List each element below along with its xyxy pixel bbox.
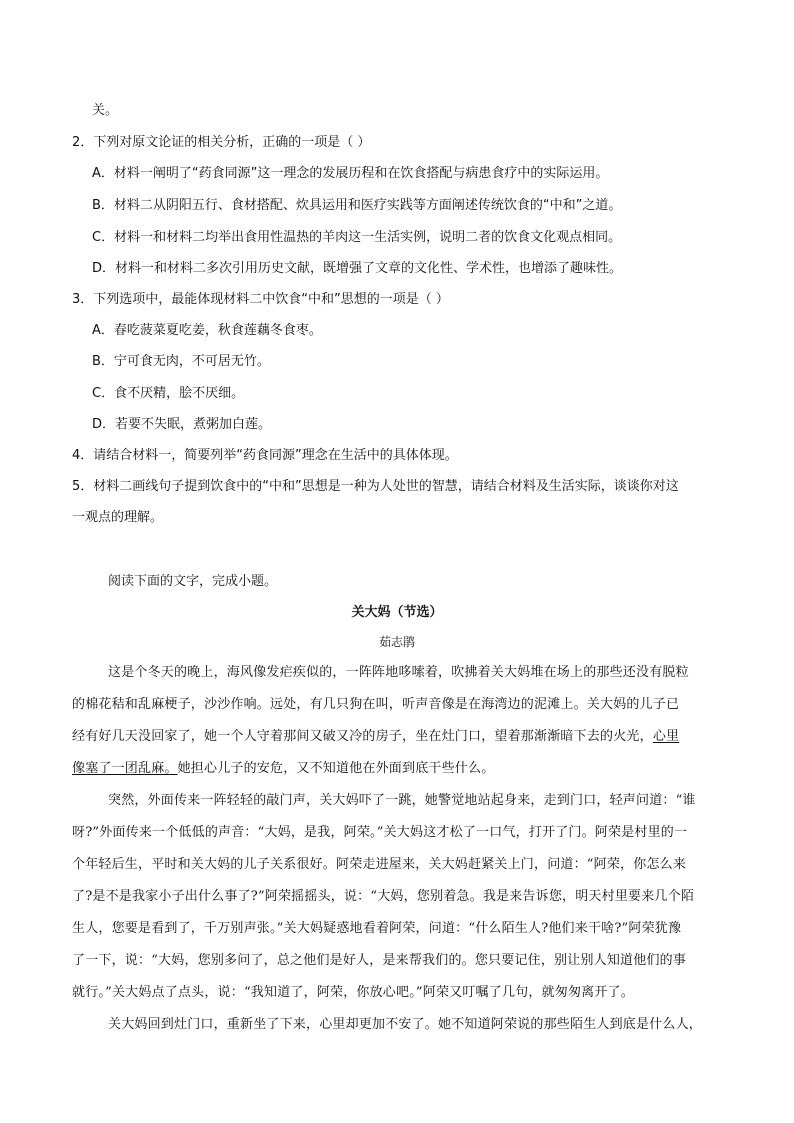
reading-instruction: 阅读下面的文字，完成小题。 [108,574,278,589]
question-3-option-a: A．春吃菠菜夏吃姜，秋食莲藕冬食枣。 [92,323,322,338]
paragraph-1-text: 经有好几天没回家了，她一个人守着那间又破又冷的房子，坐在灶门口，望着那渐渐暗下去的火光， [72,729,653,744]
underlined-sentence: 像塞了一团乱麻。 [72,761,178,776]
question-tail-text: 关。 [92,103,119,118]
paragraph-1-line [72,761,494,777]
passage-author: 茹志鹃 [378,635,415,649]
paragraph-2-line: 呀?”外面传来一个低低的声音：“大妈，是我，阿荣。”关大妈这才松了一口气，打开了门。阿荣是村里的一 [72,825,688,840]
question-2-option-a: A．材料一阐明了“药食同源”这一理念的发展历程和在饮食搭配与病患食疗中的实际运用。 [92,166,609,181]
question-4: 4．请结合材料一，简要列举“药食同源”理念在生活中的具体体现。 [72,448,458,463]
paragraph-1-line: 这是个冬天的晚上，海风像发疟疾似的，一阵阵地哆嗦着，吹拂着关大妈堆在场上的那些还没有脱粒 [108,665,689,680]
paragraph-2-line: 个年轻后生，平时和关大妈的儿子关系很好。阿荣走进屋来，关大妈赶紧关上门，问道：“阿荣，你怎么来 [72,857,687,872]
paragraph-2-line: 生人，您要是看到了，千万别声张。”关大妈疑惑地看着阿荣，问道：“什么陌生人?他们来干啥?”阿荣犹豫 [72,921,682,936]
paragraph-1-text: 她担心儿子的安危，又不知道他在外面到底干些什么。 [177,761,495,776]
question-2-option-b: B．材料二从阴阳五行、食材搭配、炊具运用和医疗实践等方面阐述传统饮食的“中和”之道。 [92,198,622,213]
paragraph-2-line: 了一下，说：“大妈，您别多问了，总之他们是好人，是来帮我们的。您只要记住，别让别人知道他们的事 [72,953,687,968]
paragraph-2-line: 就行。”关大妈点了点头，说：“我知道了，阿荣，你放心吧。”阿荣又叮嘱了几句，就匆匆离开了。 [72,985,634,1000]
paragraph-1-line [72,729,679,745]
paragraph-2-line: 了?是不是我家小子出什么事了?”阿荣摇摇头，说：“大妈，您别着急。我是来告诉您，明天村里要来几个陌 [72,889,695,904]
paragraph-3-line: 关大妈回到灶门口，重新坐了下来，心里却更加不安了。她不知道阿荣说的那些陌生人到底是什么人， [108,1017,703,1032]
question-2-option-c: C．材料一和材料二均举出食用性温热的羊肉这一生活实例，说明二者的饮食文化观点相同。 [92,230,622,245]
question-5-line-2: 一观点的理解。 [72,510,164,525]
question-2-stem: 2．下列对原文论证的相关分析，正确的一项是（ ） [72,135,371,150]
question-3-stem: 3．下列选项中，最能体现材料二中饮食“中和”思想的一项是（ ） [72,292,449,307]
question-5-line-1: 5．材料二画线句子提到饮食中的“中和”思想是一种为人处世的智慧，请结合材料及生活实际，谈谈你对这 [72,479,679,494]
underlined-sentence: 心里 [652,729,680,744]
question-3-option-c: C．食不厌精，脍不厌细。 [92,386,245,401]
paragraph-1-line: 的棉花秸和乱麻梗子，沙沙作响。远处，有几只狗在叫，听声音像是在海湾边的泥滩上。关大妈的儿子已 [72,697,680,712]
question-3-option-b: B．宁可食无肉，不可居无竹。 [92,354,270,369]
question-2-option-d: D．材料一和材料二多次引用历史文献，既增强了文章的文化性、学术性，也增添了趣味性。 [92,261,623,276]
passage-title: 关大妈（节选） [351,605,443,620]
paragraph-2-line: 突然，外面传来一阵轻轻的敲门声，关大妈吓了一跳，她警觉地站起身来，走到门口，轻声问道：“谁 [108,793,696,808]
question-3-option-d: D．若要不失眠，煮粥加白莲。 [92,417,272,432]
